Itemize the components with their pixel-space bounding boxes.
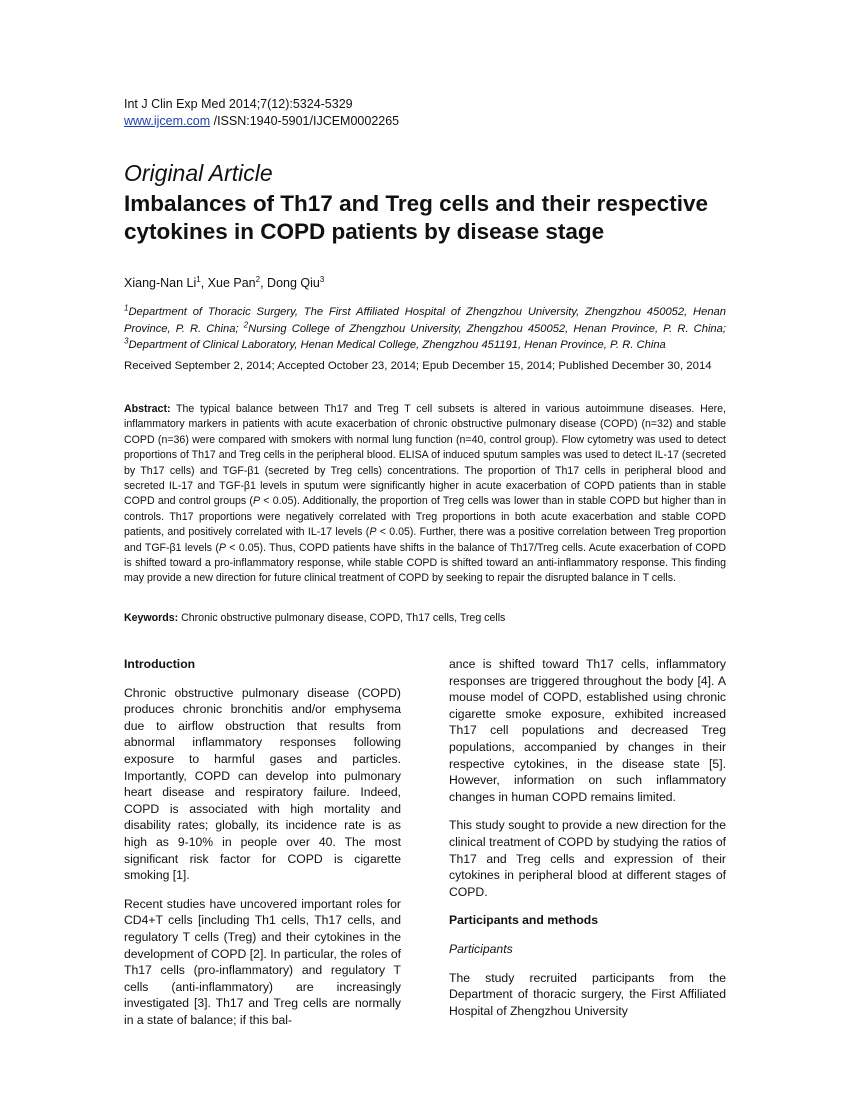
section-heading-methods: Participants and methods — [449, 913, 598, 928]
abstract-text: The typical balance between Th17 and Treg T cell subsets is altered in various autoimmune diseases. Here, inflammatory markers in patients with acute exacerbation of chronic obstructive pulmonary disease (COPD) (n=32) and stable COPD (n=36) were compared with smokers with normal lung function (n=40, control group). Flow cytometry was used to detect proportions of Th17 and Treg cells in the peripheral blood. ELISA of induced sputum samples was used to detect IL-17 (secreted by Th17 cells) and TGF-β1 (secreted by Treg cells) concentrations. The proportion of Th17 cells in peripheral blood and secreted IL-17 and TGF-β1 levels in sputum were significantly higher in acute exacerbation of COPD patients than in stable COPD and control groups ( — [124, 403, 726, 508]
keywords — [124, 612, 726, 624]
affiliation-3: Department of Clinical Laboratory, Henan Medical College, Zhengzhou 451191, Henan Province, P. R. China — [128, 339, 666, 351]
keywords-label: Keywords: — [124, 612, 179, 624]
article-title: Imbalances of Th17 and Treg cells and their respective cytokines in COPD patients by disease stage — [124, 191, 708, 244]
abstract — [124, 402, 726, 587]
paragraph: The study recruited participants from the Department of thoracic surgery, the First Affiliated Hospital of Zhengzhou University — [449, 970, 726, 1018]
paragraph: ance is shifted toward Th17 cells, inflammatory responses are triggered throughout the body [4]. A mouse model of COPD, established using chronic cigarette smoke exposure, exhibited increased Th17 cell populations and decreased Treg populations, accompanied by changes in their respective cytokines, in the disease state [5]. However, information on such inflammatory changes in human COPD remains limited. — [449, 657, 726, 804]
p-value-symbol: P — [369, 526, 377, 539]
abstract-text: < 0.05). Thus, COPD patients have shifts in the balance of Th17/Treg cells. Acute exacerbation of COPD is shifted toward a pro-inflammatory response, while stable COPD is shifted toward an anti-inflammatory response. This finding may provide a new direction for future clinical treatment of COPD by seeking to repair the disrupted balance in T cells. — [124, 541, 726, 585]
author-list: Xiang-Nan Li$^1$, Xue Pan$^2$, Dong Qiu$^3$ — [124, 274, 325, 290]
article-type: Original Article — [124, 160, 273, 186]
author-name: Xue Pan — [207, 276, 256, 290]
p-value-symbol: P — [218, 541, 226, 554]
paragraph: This study sought to provide a new direction for the clinical treatment of COPD by studying the ratios of Th17 and Treg cells and expression of their cytokines in peripheral blood at different stages of COPD. — [449, 818, 726, 899]
section-heading-introduction: Introduction — [124, 657, 196, 671]
author-affiliation-number: 1 — [196, 274, 201, 284]
journal-citation: Int J Clin Exp Med 2014;7(12):5324-5329 — [124, 97, 353, 111]
author-affiliation-number: 3 — [319, 274, 325, 284]
affiliation-2: Nursing College of Zhengzhou University, Zhengzhou 450052, Henan Province, P. R. China; — [248, 322, 726, 335]
author-name: Dong Qiu — [267, 276, 320, 290]
subsection-heading-participants: Participants — [449, 941, 513, 956]
p-value-symbol: P — [252, 495, 261, 508]
journal-link-line — [124, 113, 399, 129]
affiliation-1: Department of Thoracic Surgery, The First Affiliated Hospital of Zhengzhou University, Zhengzhou 450052, Henan Province, P. R. China; — [124, 306, 726, 335]
right-column — [449, 656, 726, 1031]
paragraph: Chronic obstructive pulmonary disease (COPD) produces chronic bronchitis and/or emphysema due to airflow obstruction that results from abnormal inflammatory responses following exposure to harmful gases and particles. Importantly, COPD can develop into pulmonary heart disease and respiratory failure. Indeed, COPD is associated with high mortality and disability rates; globally, its incidence rate is as high as 9-10% in people over 40. The most significant risk factor for COPD is cigarette smoking [1]. — [124, 685, 401, 883]
journal-issn: /ISSN:1940-5901/IJCEM0002265 — [210, 114, 400, 128]
journal-link[interactable]: www.ijcem.com — [124, 114, 211, 128]
abstract-label: Abstract: — [124, 403, 171, 415]
paragraph: Recent studies have uncovered important roles for CD4+T cells [including Th1 cells, Th17 cells, and regulatory T cells (Treg) and their cytokines in the development of COPD [2]. In particular, the roles of Th17 cells (pro-inflammatory) and regulatory T cells (anti-inflammatory) are increasingly investigated [3]. Th17 and Treg cells are normally in a state of balance; if this bal- — [124, 896, 401, 1027]
left-column — [124, 656, 401, 1040]
received-dates: Received September 2, 2014; Accepted October 23, 2014; Epub December 15, 2014; Published December 30, 2014 — [124, 360, 712, 372]
abstract-text: < 0.05). Further, there was a positive correlation between Treg proportion and TGF-β1 levels ( — [124, 526, 726, 554]
abstract-text: < 0.05). Additionally, the proportion of Treg cells was lower than in stable COPD but higher than in controls. Th17 proportions were negatively correlated with Treg proportions in both acute exacerbation and stable COPD patients, and positively correlated with IL-17 levels ( — [124, 495, 726, 539]
author-name: Xiang-Nan Li — [124, 276, 197, 290]
author-affiliation-number: 2 — [255, 274, 261, 284]
affiliations: $^1$Department of Thoracic Surgery, The First Affiliated Hospital of Zhengzhou University, Zhengzhou 450052, Henan Province, P. R. China; $^2$Nursing College of Zhengzhou University, Zhengzhou 450052, Henan Province, P. R. China; $^3$Department of Clinical Laboratory, Henan Medical College, Zhengzhou 451191, Henan Province, P. R. China — [124, 303, 726, 351]
keywords-text: Chronic obstructive pulmonary disease, COPD, Th17 cells, Treg cells — [178, 612, 506, 624]
